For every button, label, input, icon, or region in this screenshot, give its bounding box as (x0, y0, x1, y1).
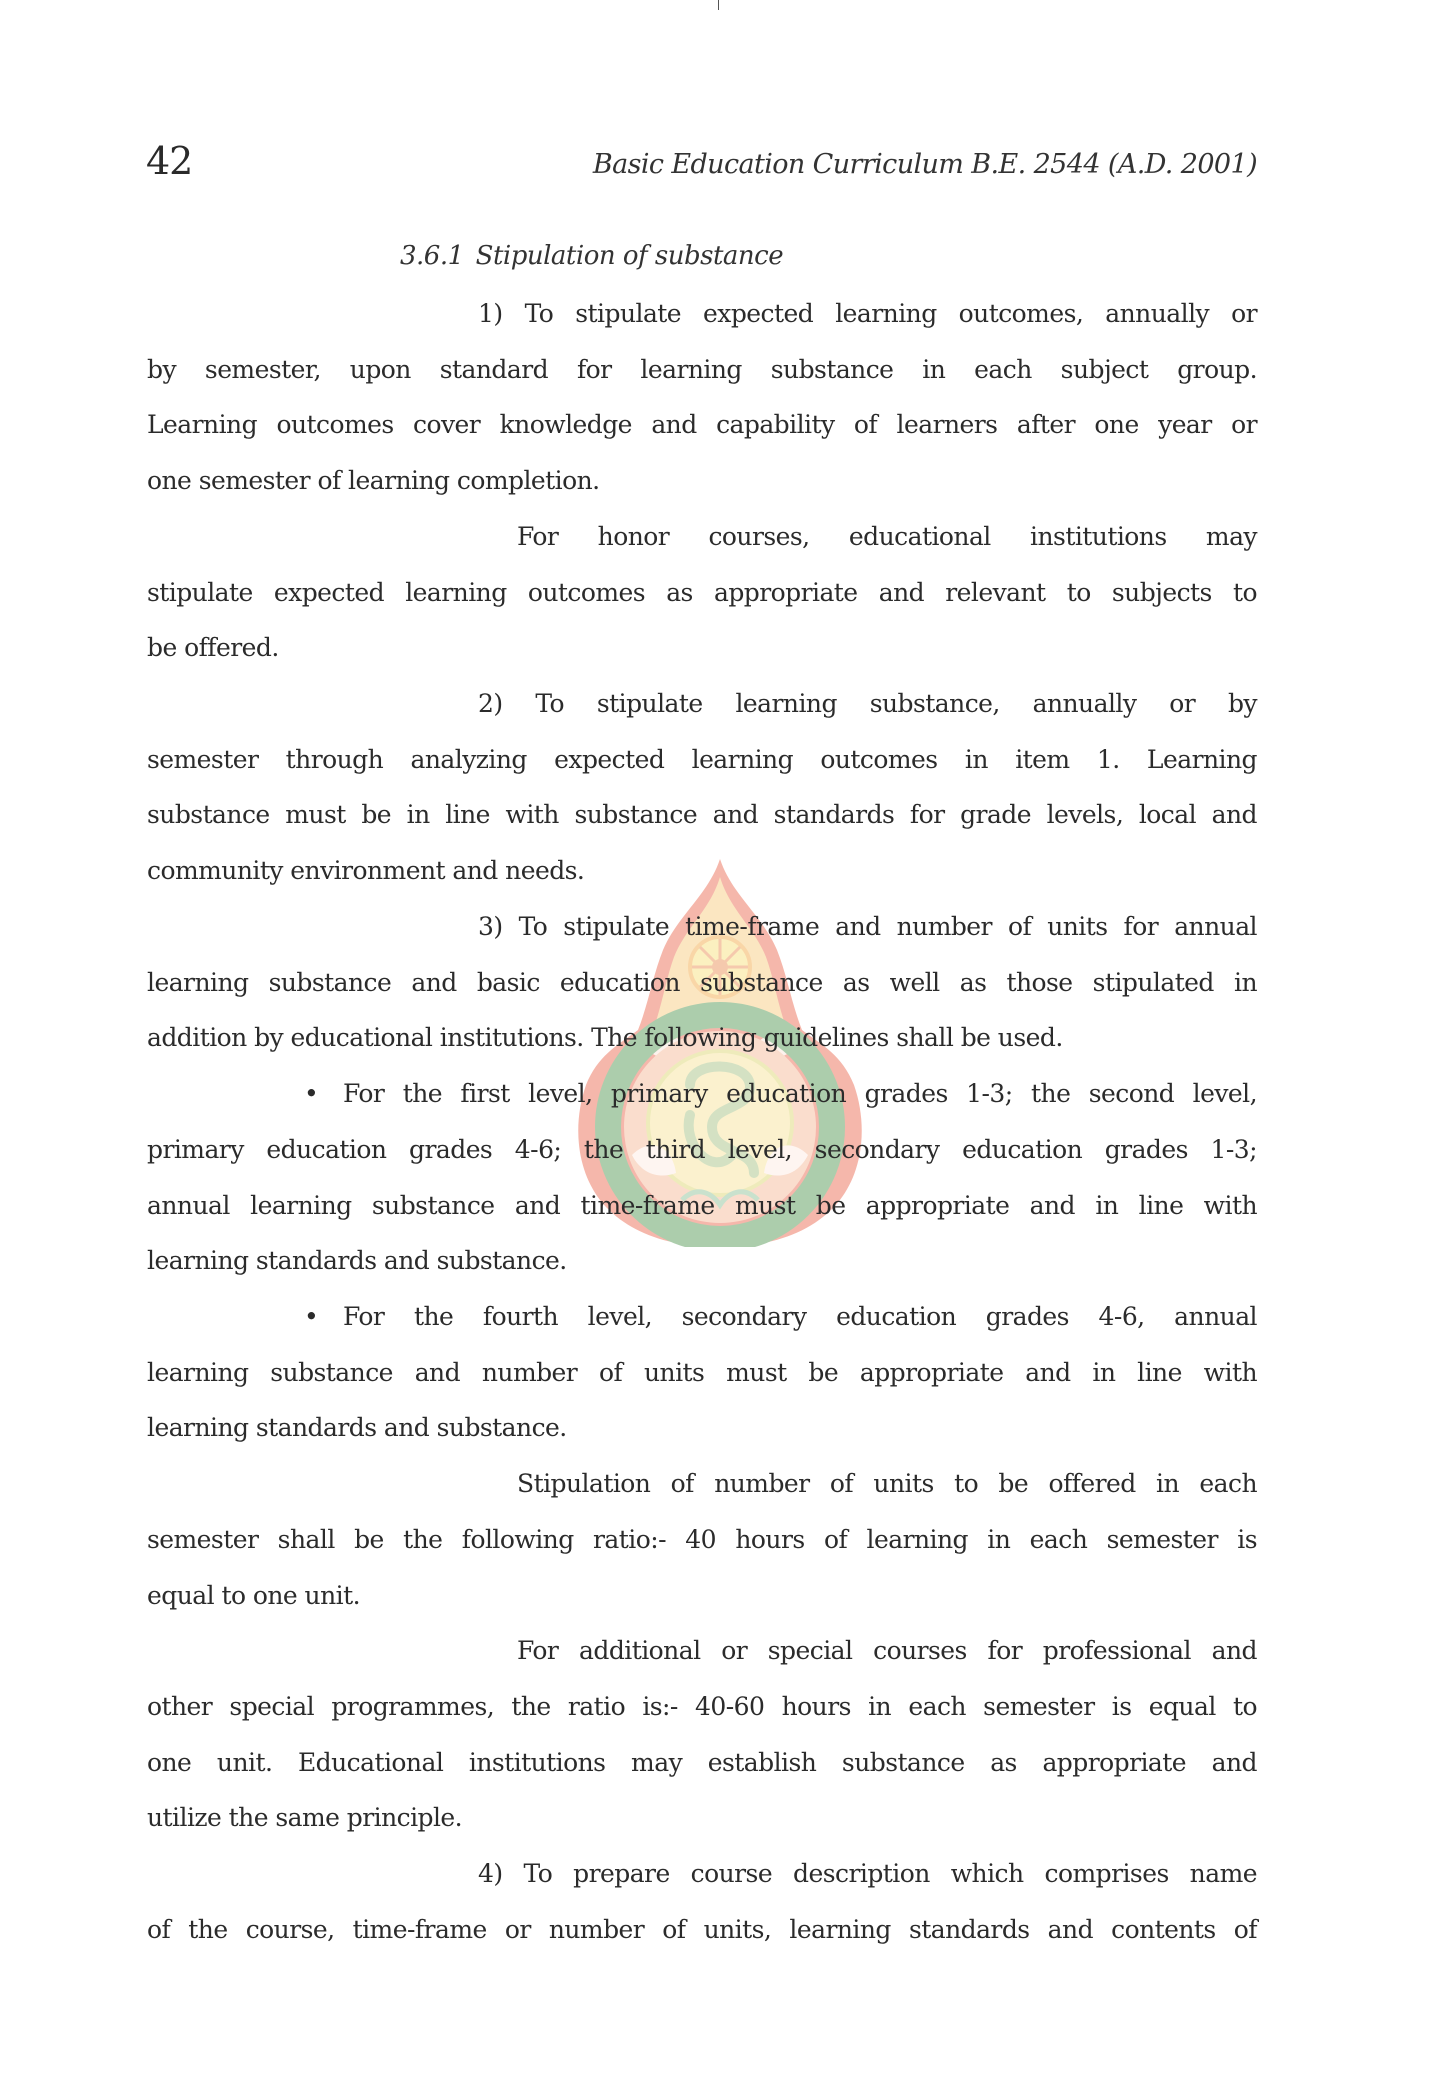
section-title: Stipulation of substance (475, 241, 784, 271)
page-number: 42 (146, 139, 193, 183)
text-line: equal to one unit. (147, 1581, 360, 1610)
text-line: 4) To prepare course description which comprises name (478, 1859, 1257, 1888)
text-line: For additional or special courses for professional and (517, 1636, 1257, 1665)
text-line: stipulate expected learning outcomes as appropriate and relevant to subjects to (147, 578, 1257, 607)
text-line: For the fourth level, secondary education grades 4-6, annual (343, 1302, 1257, 1331)
text-line: be offered. (147, 633, 279, 662)
text-line: of the course, time-frame or number of units, learning standards and contents of (147, 1915, 1257, 1944)
text-line: addition by educational institutions. The following guidelines shall be used. (147, 1023, 1063, 1052)
text-line: by semester, upon standard for learning substance in each subject group. (147, 355, 1257, 384)
text-line: semester through analyzing expected learning outcomes in item 1. Learning (147, 745, 1257, 774)
text-line: learning standards and substance. (147, 1246, 567, 1275)
text-line: 3) To stipulate time-frame and number of units for annual (478, 912, 1257, 941)
bullet-icon: • (304, 1079, 319, 1108)
text-line: learning standards and substance. (147, 1413, 567, 1442)
text-line: learning substance and number of units must be appropriate and in line with (147, 1358, 1257, 1387)
text-line: Stipulation of number of units to be offered in each (517, 1469, 1257, 1498)
text-line: learning substance and basic education substance as well as those stipulated in (147, 968, 1257, 997)
text-line: Learning outcomes cover knowledge and capability of learners after one year or (147, 410, 1257, 439)
running-header: Basic Education Curriculum B.E. 2544 (A.D. 2001) (592, 149, 1257, 180)
text-line: substance must be in line with substance and standards for grade levels, local and (147, 800, 1257, 829)
text-line: semester shall be the following ratio:- 40 hours of learning in each semester is (147, 1525, 1257, 1554)
text-line: 2) To stipulate learning substance, annually or by (478, 689, 1257, 718)
text-line: For the first level, primary education grades 1-3; the second level, (343, 1079, 1257, 1108)
text-line: one semester of learning completion. (147, 466, 600, 495)
text-line: one unit. Educational institutions may establish substance as appropriate and (147, 1748, 1257, 1777)
bullet-icon: • (304, 1302, 319, 1331)
text-line: primary education grades 4-6; the third level, secondary education grades 1-3; (147, 1135, 1257, 1164)
crop-mark (718, 0, 719, 10)
text-line: other special programmes, the ratio is:- 40-60 hours in each semester is equal to (147, 1692, 1257, 1721)
text-line: community environment and needs. (147, 856, 585, 885)
text-line: annual learning substance and time-frame must be appropriate and in line with (147, 1191, 1257, 1220)
section-number: 3.6.1 (400, 241, 464, 271)
section-heading (400, 239, 783, 273)
text-line: 1) To stipulate expected learning outcomes, annually or (478, 299, 1257, 328)
text-line: utilize the same principle. (147, 1803, 463, 1832)
text-line: For honor courses, educational institutions may (517, 522, 1257, 551)
